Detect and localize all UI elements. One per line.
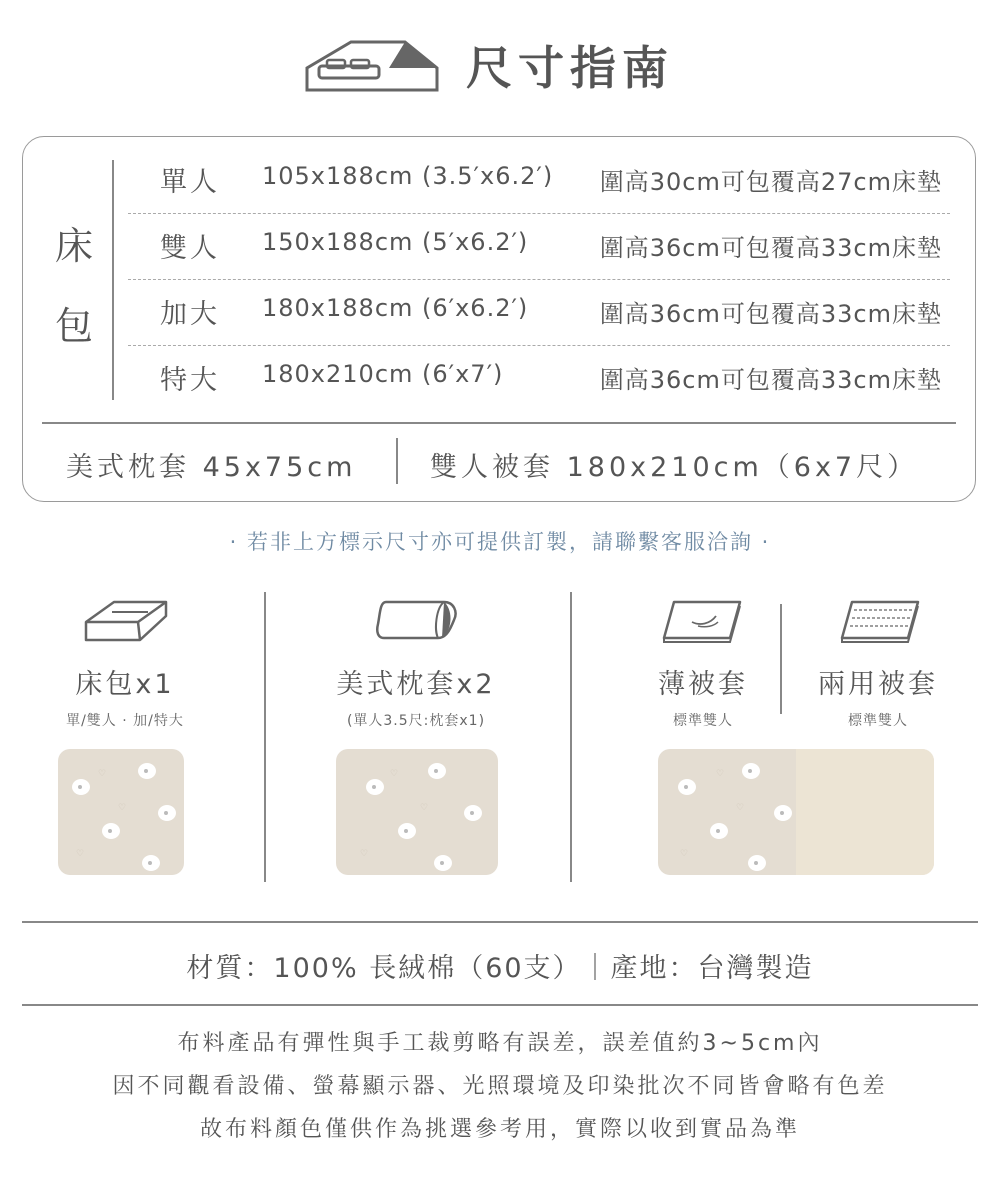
fabric-swatch: [336, 749, 498, 875]
product-title: 兩用被套: [818, 669, 938, 700]
size-note: 圍高36cm可包覆高33cm床墊: [599, 366, 942, 394]
product-subtitle: 單/雙人 · 加/特大: [66, 713, 184, 729]
disclaimer-line: 布料產品有彈性與手工裁剪略有誤差，誤差值約3~5cm內: [177, 1031, 823, 1056]
pillow-icon: [374, 598, 458, 642]
divider-line: [22, 921, 978, 923]
product-title: 床包x1: [75, 669, 175, 700]
fitted-sheet-icon: [82, 596, 170, 646]
pattern-heart: ♡: [390, 769, 399, 779]
pattern-dog: [464, 805, 482, 821]
bed-house-icon: [305, 36, 439, 94]
pattern-dog: [142, 855, 160, 871]
pattern-heart: ♡: [716, 769, 725, 779]
fitted-sheet-label-top: 床: [54, 224, 93, 268]
size-rows: [0, 146, 1000, 416]
column-divider: [264, 592, 266, 882]
size-row: [0, 344, 1000, 410]
custom-order-note: · 若非上方標示尺寸亦可提供訂製，請聯繫客服洽詢 ·: [229, 530, 771, 554]
size-row: [0, 278, 1000, 344]
duvet-fabric-swatch: [658, 749, 934, 875]
product-subtitle: 標準雙人: [848, 713, 908, 729]
size-name: 單人: [160, 167, 220, 198]
pattern-dog: [138, 763, 156, 779]
pattern-heart: ♡: [98, 769, 107, 779]
material-origin: 材質：100% 長絨棉（60支）｜產地：台灣製造: [186, 953, 814, 984]
divider-line: [22, 1004, 978, 1006]
size-note: 圍高30cm可包覆高27cm床墊: [599, 168, 942, 196]
page-title: 尺寸指南: [466, 41, 674, 95]
pattern-dog: [398, 823, 416, 839]
size-row: [0, 146, 1000, 212]
disclaimer-line: 因不同觀看設備、螢幕顯示器、光照環境及印染批次不同皆會略有色差: [112, 1074, 888, 1099]
pattern-dog: [774, 805, 792, 821]
product-subtitle: 標準雙人: [673, 713, 733, 729]
pattern-heart: ♡: [680, 849, 689, 859]
pattern-dog: [72, 779, 90, 795]
product-title: 美式枕套x2: [336, 669, 496, 700]
pattern-dog: [742, 763, 760, 779]
size-row: [0, 212, 1000, 278]
size-note: 圍高36cm可包覆高33cm床墊: [599, 300, 942, 328]
section-divider: [42, 422, 956, 424]
size-note: 圍高36cm可包覆高33cm床墊: [599, 234, 942, 262]
fabric-swatch: [58, 749, 184, 875]
size-dimension: 180x188cm (6′x6.2′): [262, 294, 529, 322]
pillowcase-size: 美式枕套 45x75cm: [66, 452, 357, 483]
pattern-dog: [710, 823, 728, 839]
pattern-dog: [678, 779, 696, 795]
pattern-heart: ♡: [118, 803, 127, 813]
size-dimension: 180x210cm (6′x7′): [262, 360, 504, 388]
pattern-dog: [428, 763, 446, 779]
pattern-dog: [102, 823, 120, 839]
size-dimension: 105x188cm (3.5′x6.2′): [262, 162, 554, 190]
pattern-heart: ♡: [420, 803, 429, 813]
size-name: 特大: [160, 365, 220, 396]
duvet-size: 雙人被套 180x210cm（6x7尺）: [430, 452, 919, 483]
size-name: 雙人: [160, 233, 220, 264]
pattern-heart: ♡: [360, 849, 369, 859]
pattern-heart: ♡: [76, 849, 85, 859]
product-title: 薄被套: [658, 669, 748, 700]
pattern-heart: ♡: [736, 803, 745, 813]
product-subtitle: (單人3.5尺:枕套x1): [346, 713, 486, 729]
pattern-dog: [366, 779, 384, 795]
fitted-sheet-label-bottom: 包: [54, 304, 93, 348]
disclaimer-notes: [0, 1022, 1000, 1151]
column-divider: [570, 592, 572, 882]
size-dimension: 150x188cm (5′x6.2′): [262, 228, 529, 256]
pattern-dog: [434, 855, 452, 871]
disclaimer-line: 故布料顏色僅供作為挑選參考用，實際以收到實品為準: [199, 1117, 800, 1142]
solid-fabric-swatch: [796, 749, 934, 875]
bottom-divider: [396, 438, 398, 484]
thin-duvet-icon: [660, 598, 744, 644]
duvet-divider: [780, 604, 782, 714]
quilted-duvet-icon: [838, 598, 922, 644]
pattern-dog: [158, 805, 176, 821]
pattern-dog: [748, 855, 766, 871]
size-name: 加大: [160, 299, 220, 330]
